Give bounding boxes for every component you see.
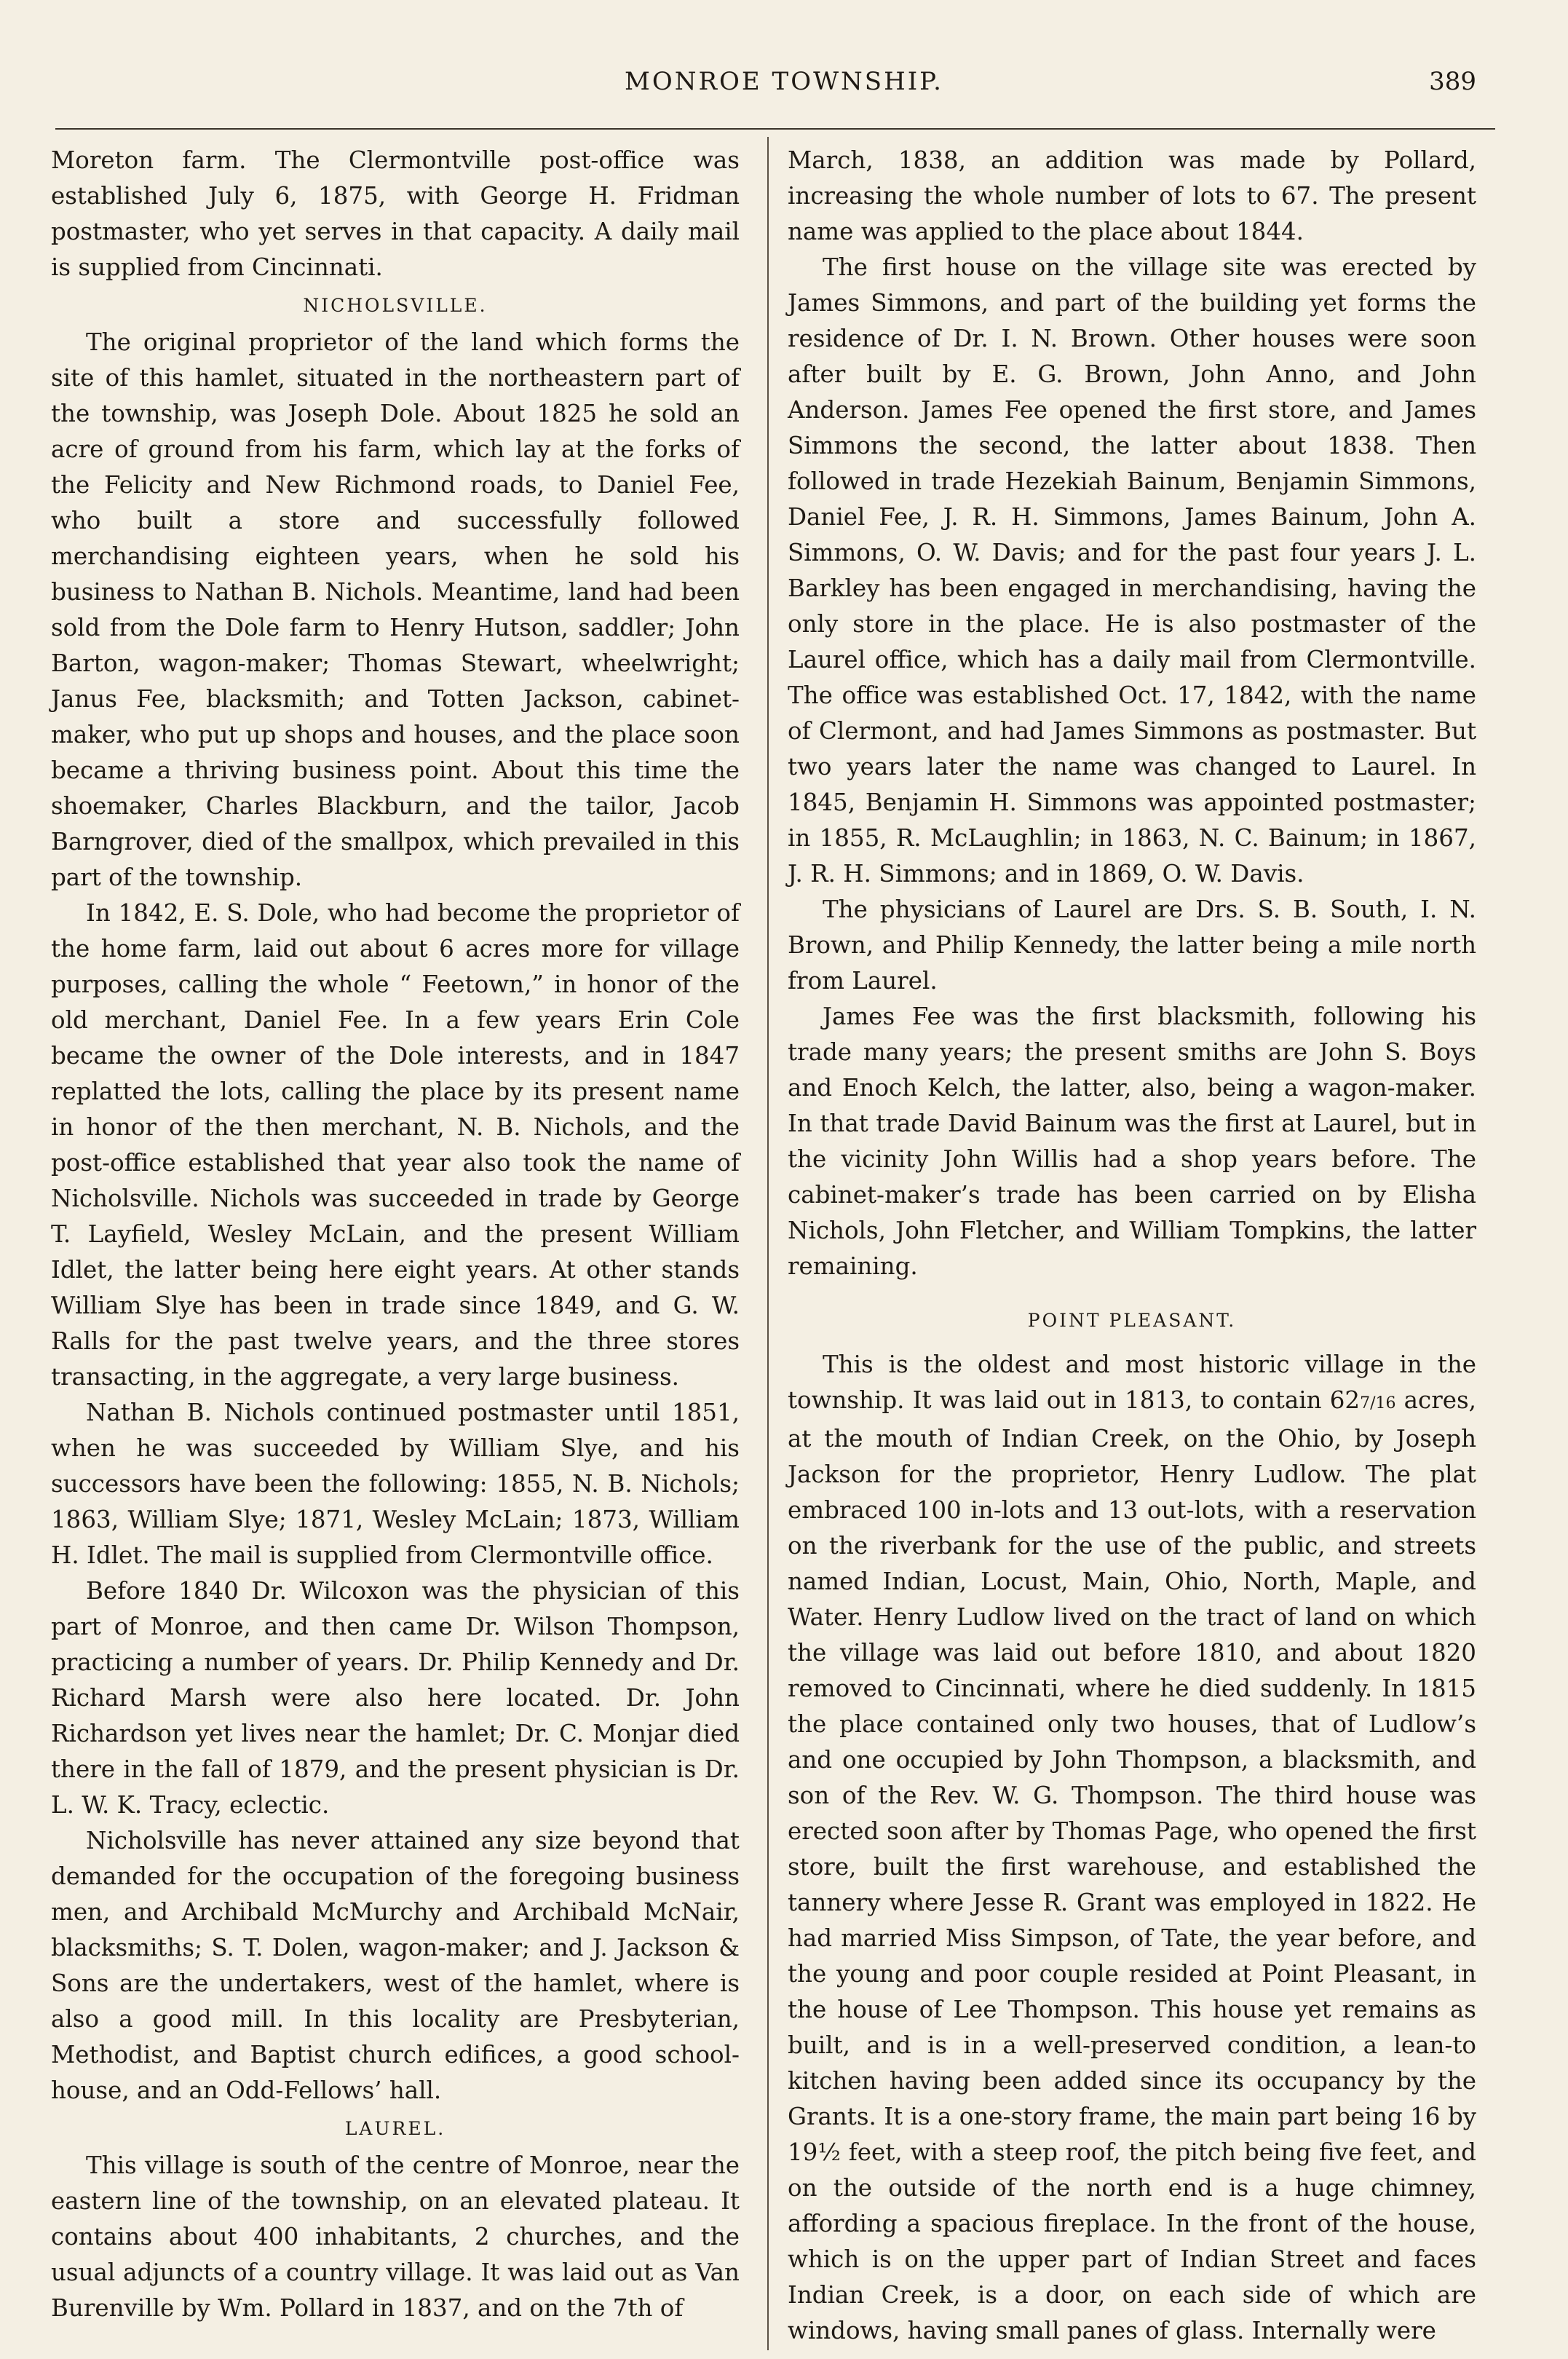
section-heading-nicholsville: NICHOLSVILLE. (303, 295, 488, 316)
paragraph: James Fee was the first blacksmith, following his trade many years; the present smiths are John S. Boys and Enoch Kelch, the latter, also, being a wagon-maker. In that trade David Bainum was the first at Laurel, but in the vicinity John Willis had a shop years before. The cabinet-maker’s trade has been carried on by Elisha Nichols, John Fletcher, and William Tompkins, the latter remaining. (788, 1003, 1476, 1280)
running-title: MONROE TOWNSHIP. (625, 67, 943, 96)
paragraph: Before 1840 Dr. Wilcoxon was the physician of this part of Monroe, and then came Dr. Wilson Thompson, practicing a number of years. Dr. Philip Kennedy and Dr. Richard Marsh were also here located. Dr. John Richardson yet lives near the hamlet; Dr. C. Monjar died there in the fall of 1879, and the present physician is Dr. L. W. K. Tracy, eclectic. (51, 1577, 740, 1819)
paragraph-text: acres, at the mouth of Indian Creek, on the Ohio, by Joseph Jackson for the proprietor, Henry Ludlow. The plat embraced 100 in-lots and 13 out-lots, with a reservation on the riverbank for the use of the public, and streets named Indian, Locust, Main, Ohio, North, Maple, and Water. Henry Ludlow lived on the tract of land on which the village was laid out before 1810, and about 1820 removed to Cincinnati, where he died suddenly. In 1815 the place contained only two houses, that of Ludlow’s and one occupied by John Thompson, a blacksmith, and son of the Rev. W. G. Thompson. The third house was erected soon after by Thomas Page, who opened the first store, built the first warehouse, and established the tannery where Jesse R. Grant was employed in 1822. He had married Miss Simpson, of Tate, the year before, and the young and poor couple resided at Point Pleasant, in the house of Lee Thompson. This house yet remains as built, and is in a well-preserved condition, a lean-to kitchen having been added since its occupancy by the Grants. It is a one-story frame, the main part being 16 by 19½ feet, with a steep roof, the pitch being five feet, and on the outside of the north end is a huge chimney, affording a spacious fireplace. In the front of the house, which is on the upper part of Indian Street and faces Indian Creek, is a door, on each side of which are windows, having small panes of glass. Internally were (788, 1386, 1477, 2344)
column-divider (767, 137, 769, 2350)
header-rule (55, 128, 1495, 130)
left-column (51, 143, 740, 2326)
running-head (0, 64, 1568, 108)
right-column (788, 143, 1476, 2349)
paragraph: The first house on the village site was erected by James Simmons, and part of the building yet forms the residence of Dr. I. N. Brown. Other houses were soon after built by E. G. Brown, John Anno, and John Anderson. James Fee opened the first store, and James Simmons the second, the latter about 1838. Then followed in trade Hezekiah Bainum, Benjamin Simmons, Daniel Fee, J. R. H. Simmons, James Bainum, John A. Simmons, O. W. Davis; and for the past four years J. L. Barkley has been engaged in merchandising, having the only store in the place. He is also postmaster of the Laurel office, which has a daily mail from Clermontville. The office was established Oct. 17, 1842, with the name of Clermont, and had James Simmons as postmaster. But two years later the name was changed to Laurel. In 1845, Benjamin H. Simmons was appointed postmaster; in 1855, R. McLaughlin; in 1863, N. C. Bainum; in 1867, J. R. H. Simmons; and in 1869, O. W. Davis. (788, 253, 1476, 888)
paragraph: Nicholsville has never attained any size beyond that demanded for the occupation of the foregoing business men, and Archibald McMurchy and Archibald McNair, blacksmiths; S. T. Dolen, wagon-maker; and J. Jackson & Sons are the undertakers, west of the hamlet, where is also a good mill. In this locality are Presbyterian, Methodist, and Baptist church edifices, a good school-house, and an Odd-Fellows’ hall. (51, 1827, 740, 2104)
paragraph: The original proprietor of the land which forms the site of this hamlet, situated in the northeastern part of the township, was Joseph Dole. About 1825 he sold an acre of ground from his farm, which lay at the forks of the Felicity and New Richmond roads, to Daniel Fee, who built a store and successfully followed merchandising eighteen years, when he sold his business to Nathan B. Nichols. Meantime, land had been sold from the Dole farm to Henry Hutson, saddler; John Barton, wagon-maker; Thomas Stewart, wheelwright; Janus Fee, blacksmith; and Totten Jackson, cabinet-maker, who put up shops and houses, and the place soon became a thriving business point. About this time the shoemaker, Charles Blackburn, and the tailor, Jacob Barngrover, died of the smallpox, which prevailed in this part of the township. (51, 328, 740, 891)
paragraph: The physicians of Laurel are Drs. S. B. South, I. N. Brown, and Philip Kennedy, the latter being a mile north from Laurel. (788, 896, 1476, 995)
paragraph-point-pleasant (788, 1347, 1476, 2349)
paragraph: Nathan B. Nichols continued postmaster until 1851, when he was succeeded by William Slye, and his successors have been the following: 1855, N. B. Nichols; 1863, William Slye; 1871, Wesley McLain; 1873, William H. Idlet. The mail is supplied from Clermontville office. (51, 1399, 740, 1569)
paragraph: In 1842, E. S. Dole, who had become the proprietor of the home farm, laid out about 6 acres more for village purposes, calling the whole “ Feetown,” in honor of the old merchant, Daniel Fee. In a few years Erin Cole became the owner of the Dole interests, and in 1847 replatted the lots, calling the place by its present name in honor of the then merchant, N. B. Nichols, and the post-office established that year also took the name of Nicholsville. Nichols was succeeded in trade by George T. Layfield, Wesley McLain, and the present William Idlet, the latter being here eight years. At other stands William Slye has been in trade since 1849, and G. W. Ralls for the past twelve years, and the three stores transacting, in the aggregate, a very large business. (51, 899, 740, 1391)
paragraph: March, 1838, an addition was made by Pollard, increasing the whole number of lots to 67. The present name was applied to the place about 1844. (788, 146, 1476, 245)
paragraph-text: This is the oldest and most historic village in the township. It was laid out in 1813, to contain 62 (788, 1351, 1476, 1414)
section-heading-point-pleasant: POINT PLEASANT. (1027, 1310, 1237, 1331)
paragraph: This village is south of the centre of Monroe, near the eastern line of the township, on an elevated plateau. It contains about 400 inhabitants, 2 churches, and the usual adjuncts of a country village. It was laid out as Van Burenville by Wm. Pollard in 1837, and on the 7th of (51, 2151, 740, 2322)
section-heading-laurel: LAUREL. (344, 2118, 446, 2139)
paragraph: Moreton farm. The Clermontville post-office was established July 6, 1875, with George H. Fridman postmaster, who yet serves in that capacity. A daily mail is supplied from Cincinnati. (51, 146, 740, 281)
page-number: 389 (1429, 67, 1476, 96)
fraction: 7/16 (1360, 1394, 1396, 1412)
